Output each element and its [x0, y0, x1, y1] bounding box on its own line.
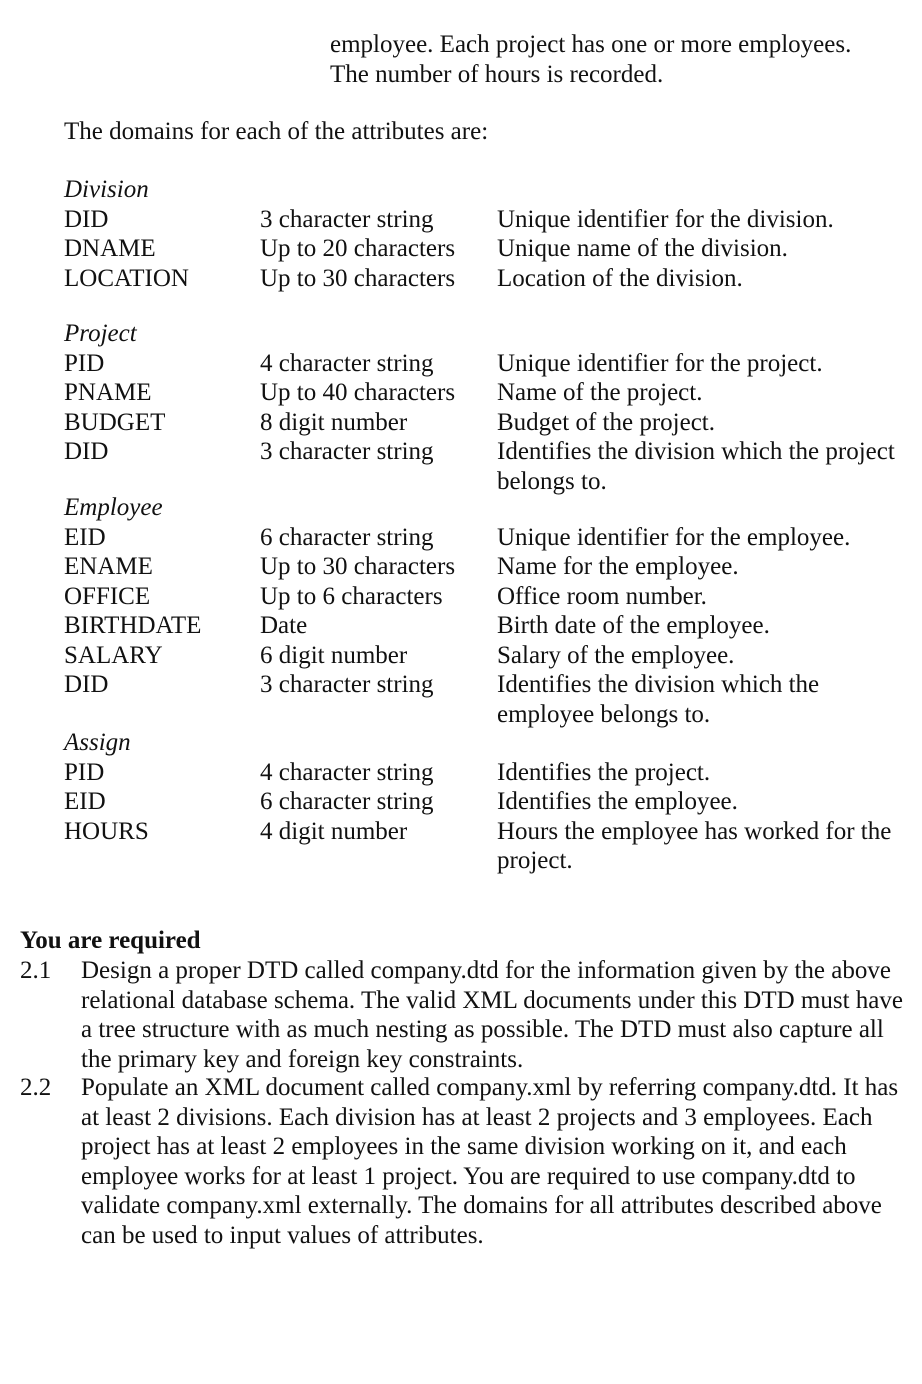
attribute-row	[64, 611, 914, 641]
entity-employee	[64, 493, 914, 729]
attribute-row	[64, 234, 914, 264]
attribute-description: Unique name of the division.	[497, 235, 788, 262]
attribute-description: Unique identifier for the project.	[497, 349, 823, 377]
attribute-domain: Up to 40 characters	[260, 379, 456, 406]
attribute-name: ENAME	[64, 553, 153, 580]
attribute-description: Identifies the division which the employee belongs to.	[497, 671, 820, 728]
attribute-domain: 4 digit number	[260, 817, 408, 845]
entity-division	[64, 175, 914, 293]
entity-title: Project	[64, 320, 137, 347]
attribute-domain: Date	[260, 612, 308, 639]
requirement-text: Populate an XML document called company.xml by referring company.dtd. It has at least 2 divisions. Each division has at least 2 projects and 3 employees. Each project has at least 2 employees in the same division working on it, and each employee works for at least 1 project. You are required to use company.dtd to validate company.xml externally. The domains for all attributes described above can be used to input values of attributes.	[81, 1074, 899, 1249]
attribute-domain: 3 character string	[260, 438, 434, 465]
attribute-domain: 4 character string	[260, 758, 434, 786]
attribute-domain: 3 character string	[260, 205, 434, 233]
attribute-description: Birth date of the employee.	[497, 612, 770, 639]
requirement-item	[20, 956, 920, 1074]
attribute-row	[64, 552, 914, 582]
attribute-description: Identifies the division which the project belongs to.	[497, 438, 895, 495]
attribute-domain: 3 character string	[260, 671, 434, 698]
attribute-domain: Up to 20 characters	[260, 235, 456, 262]
requirement-text: Design a proper DTD called company.dtd for the information given by the above relational database schema. The valid XML documents under this DTD must have a tree structure with as much nesting as possible. The DTD must also capture all the primary key and foreign key constraints.	[81, 957, 903, 1073]
attribute-name: PNAME	[64, 379, 152, 406]
attribute-name: PID	[64, 758, 105, 786]
attribute-domain: Up to 30 characters	[260, 264, 456, 292]
attribute-row	[64, 817, 914, 876]
requirement-item	[20, 1073, 920, 1250]
attribute-name: OFFICE	[64, 582, 151, 610]
entity-title: Division	[64, 176, 149, 203]
attribute-description: Hours the employee has worked for the project.	[497, 817, 892, 874]
attribute-description: Unique identifier for the division.	[497, 205, 834, 233]
attribute-description: Name of the project.	[497, 379, 703, 406]
attribute-row	[64, 408, 914, 438]
attribute-description: Salary of the employee.	[497, 641, 735, 669]
attribute-row	[64, 378, 914, 408]
attribute-description: Identifies the project.	[497, 758, 711, 786]
attribute-name: BUDGET	[64, 408, 166, 436]
attribute-description: Identifies the employee.	[497, 788, 738, 815]
attribute-description: Office room number.	[497, 582, 707, 610]
attribute-row	[64, 582, 914, 612]
intro-line: The number of hours is recorded.	[330, 60, 664, 88]
entity-project	[64, 319, 914, 496]
attribute-row	[64, 437, 914, 496]
attribute-row	[64, 787, 914, 817]
attribute-name: DID	[64, 671, 109, 698]
requirements-heading: You are required	[20, 927, 201, 954]
requirement-number: 2.2	[20, 1074, 52, 1101]
attribute-domain: 6 digit number	[260, 641, 408, 669]
attribute-name: EID	[64, 523, 106, 551]
attribute-name: DNAME	[64, 235, 156, 262]
intro-paragraph	[330, 30, 851, 89]
attribute-row	[64, 205, 914, 235]
attribute-row	[64, 641, 914, 671]
attribute-domain: 6 character string	[260, 523, 434, 551]
attribute-domain: Up to 30 characters	[260, 553, 456, 580]
attribute-name: SALARY	[64, 641, 163, 669]
attribute-name: BIRTHDATE	[64, 612, 202, 639]
attribute-description: Budget of the project.	[497, 408, 715, 436]
attribute-name: DID	[64, 205, 109, 233]
attribute-domain: 8 digit number	[260, 408, 408, 436]
attribute-domain: Up to 6 characters	[260, 582, 443, 610]
entity-assign	[64, 728, 914, 876]
attribute-row	[64, 523, 914, 553]
attribute-name: HOURS	[64, 817, 149, 845]
domains-heading: The domains for each of the attributes are:	[64, 118, 489, 145]
attribute-row	[64, 349, 914, 379]
entity-title: Assign	[64, 729, 131, 756]
attribute-row	[64, 758, 914, 788]
attribute-description: Unique identifier for the employee.	[497, 523, 851, 551]
entity-title: Employee	[64, 494, 163, 521]
attribute-name: DID	[64, 438, 109, 465]
intro-line: employee. Each project has one or more employees.	[330, 31, 852, 58]
attribute-domain: 4 character string	[260, 349, 434, 377]
attribute-name: EID	[64, 788, 106, 815]
requirement-number: 2.1	[20, 957, 52, 984]
attribute-name: LOCATION	[64, 264, 189, 292]
attribute-description: Name for the employee.	[497, 553, 739, 580]
attribute-description: Location of the division.	[497, 264, 743, 292]
attribute-domain: 6 character string	[260, 788, 434, 815]
attribute-row	[64, 670, 914, 729]
attribute-row	[64, 264, 914, 294]
attribute-name: PID	[64, 349, 105, 377]
